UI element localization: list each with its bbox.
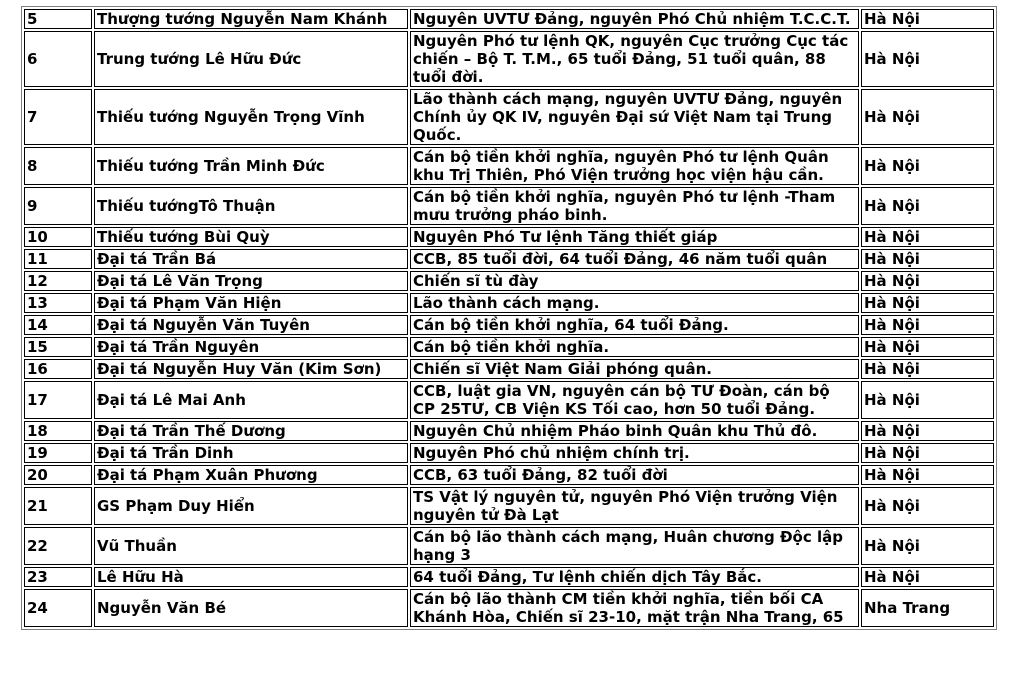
person-name: Thiếu tướng Trần Minh Đức <box>94 147 408 185</box>
person-description: Nguyên UVTƯ Đảng, nguyên Phó Chủ nhiệm T.C.C.T. <box>410 9 859 29</box>
person-name: Đại tá Nguyễn Huy Văn (Kim Sơn) <box>94 359 408 379</box>
person-description: Cán bộ tiền khởi nghĩa, nguyên Phó tư lệnh -Tham mưu trưởng pháo binh. <box>410 187 859 225</box>
person-location: Hà Nội <box>861 315 994 335</box>
person-name: Lê Hữu Hà <box>94 567 408 587</box>
person-name: Đại tá Trần Nguyên <box>94 337 408 357</box>
row-number: 23 <box>24 567 92 587</box>
person-description: Nguyên Phó Tư lệnh Tăng thiết giáp <box>410 227 859 247</box>
person-name: Đại tá Phạm Xuân Phương <box>94 465 408 485</box>
person-name: Trung tướng Lê Hữu Đức <box>94 31 408 87</box>
row-number: 7 <box>24 89 92 145</box>
person-description: Nguyên Phó tư lệnh QK, nguyên Cục trưởng Cục tác chiến – Bộ T. T.M., 65 tuổi Đảng, 51 tuổi quân, 88 tuổi đời. <box>410 31 859 87</box>
person-description: 64 tuổi Đảng, Tư lệnh chiến dịch Tây Bắc. <box>410 567 859 587</box>
person-location: Hà Nội <box>861 293 994 313</box>
table-row <box>24 567 994 587</box>
table-row <box>24 271 994 291</box>
row-number: 20 <box>24 465 92 485</box>
person-location: Hà Nội <box>861 271 994 291</box>
person-location: Hà Nội <box>861 421 994 441</box>
person-location: Nha Trang <box>861 589 994 627</box>
person-name: Đại tá Phạm Văn Hiện <box>94 293 408 313</box>
row-number: 19 <box>24 443 92 463</box>
person-location: Hà Nội <box>861 487 994 525</box>
table-row <box>24 527 994 565</box>
person-name: Đại tá Lê Mai Anh <box>94 381 408 419</box>
row-number: 22 <box>24 527 92 565</box>
person-description: Cán bộ tiền khởi nghĩa, 64 tuổi Đảng. <box>410 315 859 335</box>
person-description: CCB, luật gia VN, nguyên cán bộ TƯ Đoàn, cán bộ CP 25TƯ, CB Viện KS Tối cao, hơn 50 tuổi Đảng. <box>410 381 859 419</box>
row-number: 6 <box>24 31 92 87</box>
person-description: Lão thành cách mạng. <box>410 293 859 313</box>
signers-table-body <box>24 9 994 627</box>
person-description: Lão thành cách mạng, nguyên UVTƯ Đảng, nguyên Chính ủy QK IV, nguyên Đại sứ Việt Nam tại Trung Quốc. <box>410 89 859 145</box>
row-number: 18 <box>24 421 92 441</box>
table-row <box>24 9 994 29</box>
table-row <box>24 249 994 269</box>
row-number: 12 <box>24 271 92 291</box>
person-name: Đại tá Lê Văn Trọng <box>94 271 408 291</box>
row-number: 10 <box>24 227 92 247</box>
row-number: 24 <box>24 589 92 627</box>
person-name: Thiếu tướng Bùi Quỳ <box>94 227 408 247</box>
person-description: Nguyên Phó chủ nhiệm chính trị. <box>410 443 859 463</box>
table-row <box>24 31 994 87</box>
person-name: Thiếu tướng Nguyễn Trọng Vĩnh <box>94 89 408 145</box>
person-name: Vũ Thuần <box>94 527 408 565</box>
person-location: Hà Nội <box>861 9 994 29</box>
person-name: Thiếu tướngTô Thuận <box>94 187 408 225</box>
person-name: Đại tá Trần Bá <box>94 249 408 269</box>
person-description: Cán bộ lão thành CM tiền khởi nghĩa, tiền bối CA Khánh Hòa, Chiến sĩ 23-10, mặt trận Nha Trang, 65 <box>410 589 859 627</box>
table-row <box>24 227 994 247</box>
person-location: Hà Nội <box>861 381 994 419</box>
person-name: Đại tá Trần Dinh <box>94 443 408 463</box>
table-row <box>24 293 994 313</box>
row-number: 15 <box>24 337 92 357</box>
person-name: Nguyễn Văn Bé <box>94 589 408 627</box>
row-number: 17 <box>24 381 92 419</box>
person-location: Hà Nội <box>861 187 994 225</box>
table-row <box>24 465 994 485</box>
person-description: Chiến sĩ tù đày <box>410 271 859 291</box>
table-row <box>24 589 994 627</box>
table-row <box>24 315 994 335</box>
table-row <box>24 421 994 441</box>
row-number: 16 <box>24 359 92 379</box>
table-row <box>24 89 994 145</box>
person-description: CCB, 85 tuổi đời, 64 tuổi Đảng, 46 năm tuổi quân <box>410 249 859 269</box>
person-location: Hà Nội <box>861 31 994 87</box>
person-location: Hà Nội <box>861 249 994 269</box>
person-description: Nguyên Chủ nhiệm Pháo binh Quân khu Thủ đô. <box>410 421 859 441</box>
table-row <box>24 187 994 225</box>
row-number: 13 <box>24 293 92 313</box>
row-number: 14 <box>24 315 92 335</box>
person-description: CCB, 63 tuổi Đảng, 82 tuổi đời <box>410 465 859 485</box>
person-location: Hà Nội <box>861 465 994 485</box>
table-row <box>24 359 994 379</box>
table-row <box>24 487 994 525</box>
person-name: Đại tá Nguyễn Văn Tuyên <box>94 315 408 335</box>
row-number: 11 <box>24 249 92 269</box>
person-location: Hà Nội <box>861 337 994 357</box>
person-description: Cán bộ lão thành cách mạng, Huân chương Độc lập hạng 3 <box>410 527 859 565</box>
row-number: 5 <box>24 9 92 29</box>
person-location: Hà Nội <box>861 443 994 463</box>
person-location: Hà Nội <box>861 527 994 565</box>
person-location: Hà Nội <box>861 147 994 185</box>
row-number: 8 <box>24 147 92 185</box>
person-name: GS Phạm Duy Hiển <box>94 487 408 525</box>
person-location: Hà Nội <box>861 227 994 247</box>
row-number: 9 <box>24 187 92 225</box>
table-row <box>24 337 994 357</box>
person-description: Chiến sĩ Việt Nam Giải phóng quân. <box>410 359 859 379</box>
person-name: Đại tá Trần Thế Dương <box>94 421 408 441</box>
signers-table <box>21 6 997 630</box>
row-number: 21 <box>24 487 92 525</box>
person-description: TS Vật lý nguyên tử, nguyên Phó Viện trưởng Viện nguyên tử Đà Lạt <box>410 487 859 525</box>
person-location: Hà Nội <box>861 89 994 145</box>
table-row <box>24 147 994 185</box>
person-location: Hà Nội <box>861 567 994 587</box>
person-name: Thượng tướng Nguyễn Nam Khánh <box>94 9 408 29</box>
person-location: Hà Nội <box>861 359 994 379</box>
person-description: Cán bộ tiền khởi nghĩa, nguyên Phó tư lệnh Quân khu Trị Thiên, Phó Viện trưởng học viện hậu cần. <box>410 147 859 185</box>
table-row <box>24 381 994 419</box>
person-description: Cán bộ tiền khởi nghĩa. <box>410 337 859 357</box>
table-row <box>24 443 994 463</box>
